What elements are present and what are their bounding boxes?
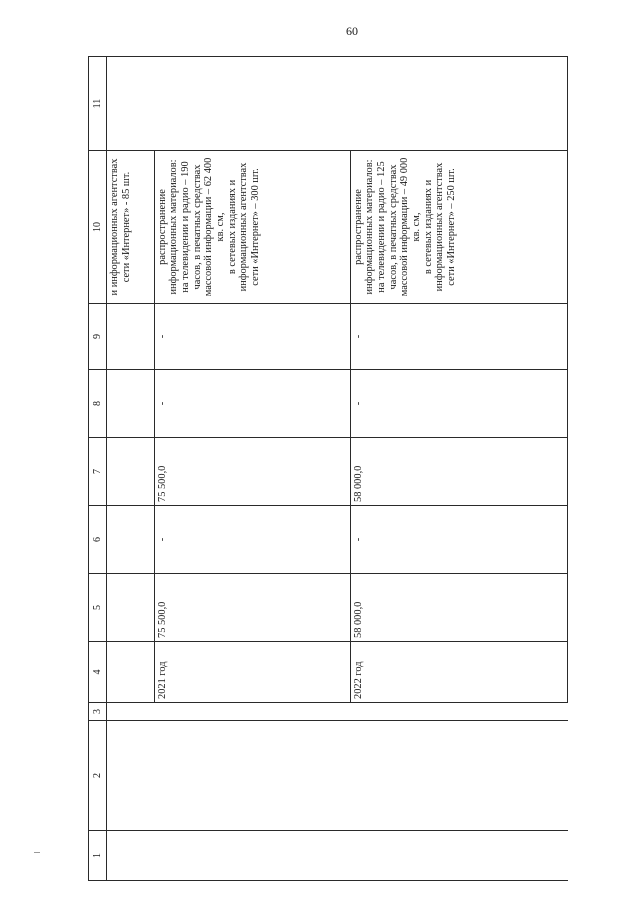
page-number: 60: [346, 24, 358, 38]
table-cell: [107, 703, 568, 721]
dash-cell: -: [154, 506, 350, 574]
table-cell: [107, 57, 568, 151]
amount-cell: 58 000,0: [350, 438, 567, 506]
description-cell: распространение информационных материалов: на телевидении и радио – 125 часов, в печатных средствах массовой информации – 49 000 кв. см, в сетевых изданиях и информационных агентствах сети «Интернет» – 250 шт.: [350, 151, 567, 304]
column-number: 9: [89, 304, 107, 370]
rotated-table-frame: [88, 57, 568, 881]
column-number: 8: [89, 370, 107, 438]
dash-cell: -: [154, 304, 350, 370]
table-cell: [107, 438, 155, 506]
column-number-row: [89, 57, 107, 881]
column-number: 10: [89, 151, 107, 304]
continuation-text: и информационных агентствах сети «Интернет» - 85 шт.: [107, 151, 155, 304]
dash-cell: -: [154, 370, 350, 438]
total-amount-cell: 75 500,0: [154, 574, 350, 642]
description-cell: распространение информационных материалов: на телевидении и радио – 190 часов, в печатных средствах массовой информации – 62 400 кв. см, в сетевых изданиях и информационных агентствах сети «Интернет» – 300 шт.: [154, 151, 350, 304]
amount-cell: 75 500,0: [154, 438, 350, 506]
column-number: 6: [89, 506, 107, 574]
table-cell: [107, 642, 155, 703]
table-cell: [107, 304, 155, 370]
table-container: [88, 57, 568, 881]
column-number: 1: [89, 831, 107, 881]
budget-table: [88, 56, 568, 881]
continuation-row: [107, 57, 155, 881]
column-number: 2: [89, 721, 107, 831]
column-number: 3: [89, 703, 107, 721]
table-cell: [107, 506, 155, 574]
year-cell: 2021 год: [154, 642, 350, 703]
total-amount-cell: 58 000,0: [350, 574, 567, 642]
column-number: 4: [89, 642, 107, 703]
dash-cell: -: [350, 370, 567, 438]
scan-mark: [34, 852, 40, 853]
table-cell: [107, 831, 568, 881]
table-cell: [107, 370, 155, 438]
table-cell: [107, 574, 155, 642]
table-cell: [107, 721, 568, 831]
dash-cell: -: [350, 506, 567, 574]
column-number: 5: [89, 574, 107, 642]
year-cell: 2022 год: [350, 642, 567, 703]
column-number: 11: [89, 57, 107, 151]
column-number: 7: [89, 438, 107, 506]
dash-cell: -: [350, 304, 567, 370]
